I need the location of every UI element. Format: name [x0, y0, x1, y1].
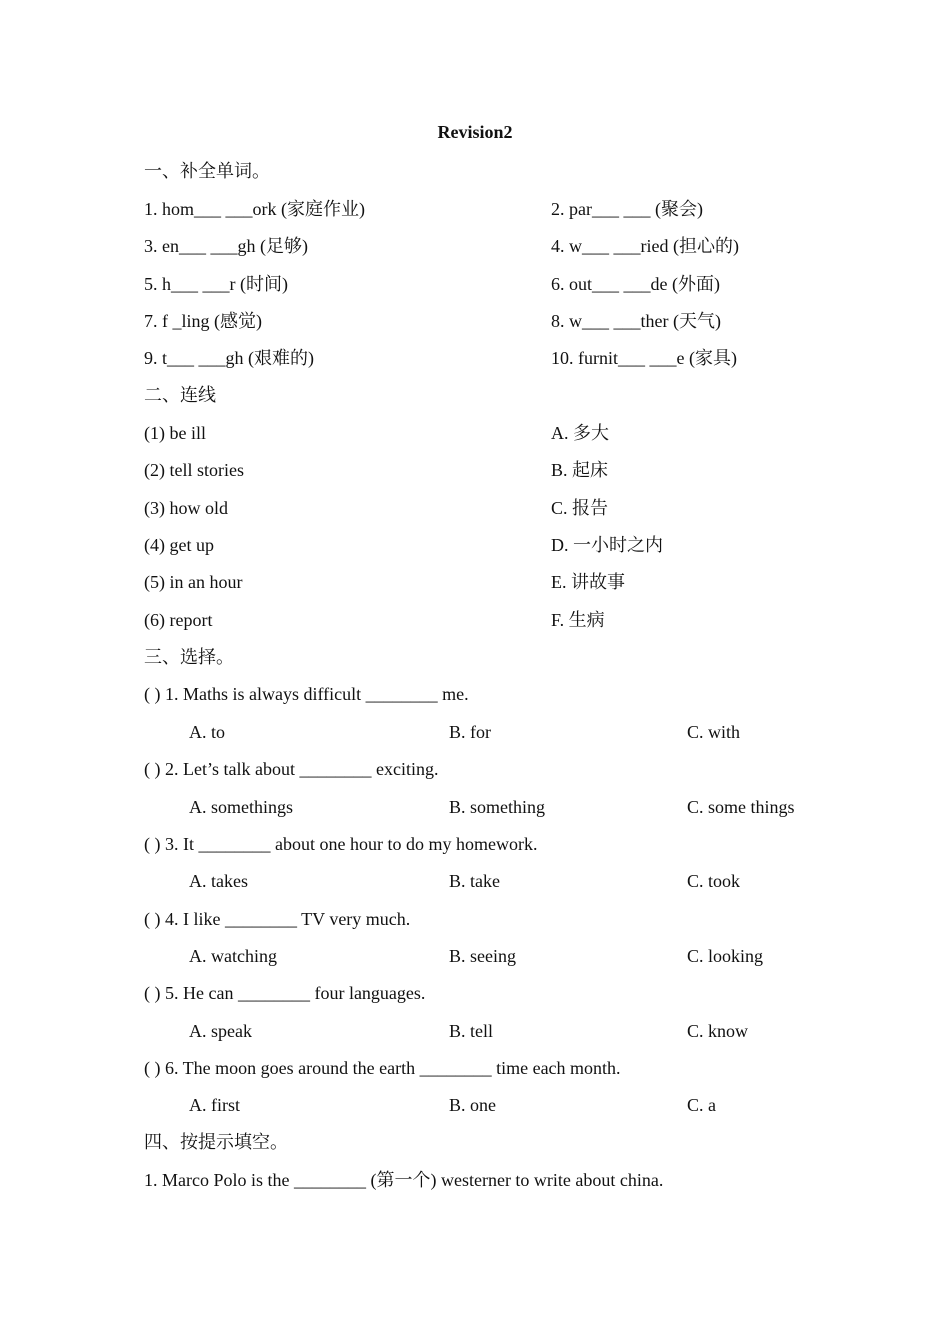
word-item-5: 5. h___ ___r (时间) — [144, 274, 288, 294]
option-5c: C. know — [687, 1021, 749, 1041]
option-2b: B. something — [449, 797, 546, 817]
match-right-d: D. 一小时之内 — [551, 535, 663, 555]
match-right-e: E. 讲故事 — [551, 572, 625, 592]
match-left-6: (6) report — [144, 610, 213, 630]
word-item-10: 10. furnit___ ___e (家具) — [551, 348, 737, 368]
word-item-4: 4. w___ ___ried (担心的) — [551, 236, 739, 256]
match-left-4: (4) get up — [144, 535, 214, 555]
option-3a: A. takes — [189, 871, 248, 891]
option-1b: B. for — [449, 722, 491, 742]
word-item-2: 2. par___ ___ (聚会) — [551, 199, 703, 219]
match-right-f: F. 生病 — [551, 610, 605, 630]
option-6c: C. a — [687, 1095, 716, 1115]
option-1a: A. to — [189, 722, 225, 742]
option-4c: C. looking — [687, 946, 764, 966]
match-left-5: (5) in an hour — [144, 572, 243, 592]
match-left-1: (1) be ill — [144, 423, 206, 443]
option-3c: C. took — [687, 871, 741, 891]
option-2a: A. somethings — [189, 797, 294, 817]
question-1: ( ) 1. Maths is always difficult ________ me. — [144, 684, 469, 704]
word-item-1: 1. hom___ ___ork (家庭作业) — [144, 199, 365, 219]
fill-item-1: 1. Marco Polo is the ________ (第一个) westerner to write about china. — [144, 1170, 664, 1190]
question-4: ( ) 4. I like ________ TV very much. — [144, 909, 411, 929]
question-2: ( ) 2. Let’s talk about ________ exciting. — [144, 759, 439, 779]
section3-heading: 三、选择。 — [144, 647, 234, 667]
option-4a: A. watching — [189, 946, 277, 966]
match-left-2: (2) tell stories — [144, 460, 244, 480]
word-item-3: 3. en___ ___gh (足够) — [144, 236, 308, 256]
word-item-8: 8. w___ ___ther (天气) — [551, 311, 721, 331]
option-5b: B. tell — [449, 1021, 493, 1041]
option-6b: B. one — [449, 1095, 496, 1115]
option-2c: C. some things — [687, 797, 795, 817]
word-item-9: 9. t___ ___gh (艰难的) — [144, 348, 314, 368]
option-6a: A. first — [189, 1095, 240, 1115]
question-5: ( ) 5. He can ________ four languages. — [144, 983, 426, 1003]
option-4b: B. seeing — [449, 946, 516, 966]
section2-heading: 二、连线 — [144, 385, 216, 405]
question-3: ( ) 3. It ________ about one hour to do my homework. — [144, 834, 538, 854]
option-5a: A. speak — [189, 1021, 252, 1041]
option-1c: C. with — [687, 722, 741, 742]
match-right-b: B. 起床 — [551, 460, 609, 480]
match-left-3: (3) how old — [144, 498, 228, 518]
section4-heading: 四、按提示填空。 — [144, 1132, 288, 1152]
word-item-6: 6. out___ ___de (外面) — [551, 274, 720, 294]
option-3b: B. take — [449, 871, 500, 891]
word-item-7: 7. f _ling (感觉) — [144, 311, 262, 331]
section1-heading: 一、补全单词。 — [144, 161, 270, 181]
question-6: ( ) 6. The moon goes around the earth ________ time each month. — [144, 1058, 621, 1078]
match-right-a: A. 多大 — [551, 423, 609, 443]
match-right-c: C. 报告 — [551, 498, 609, 518]
page-title: Revision2 — [437, 122, 513, 142]
